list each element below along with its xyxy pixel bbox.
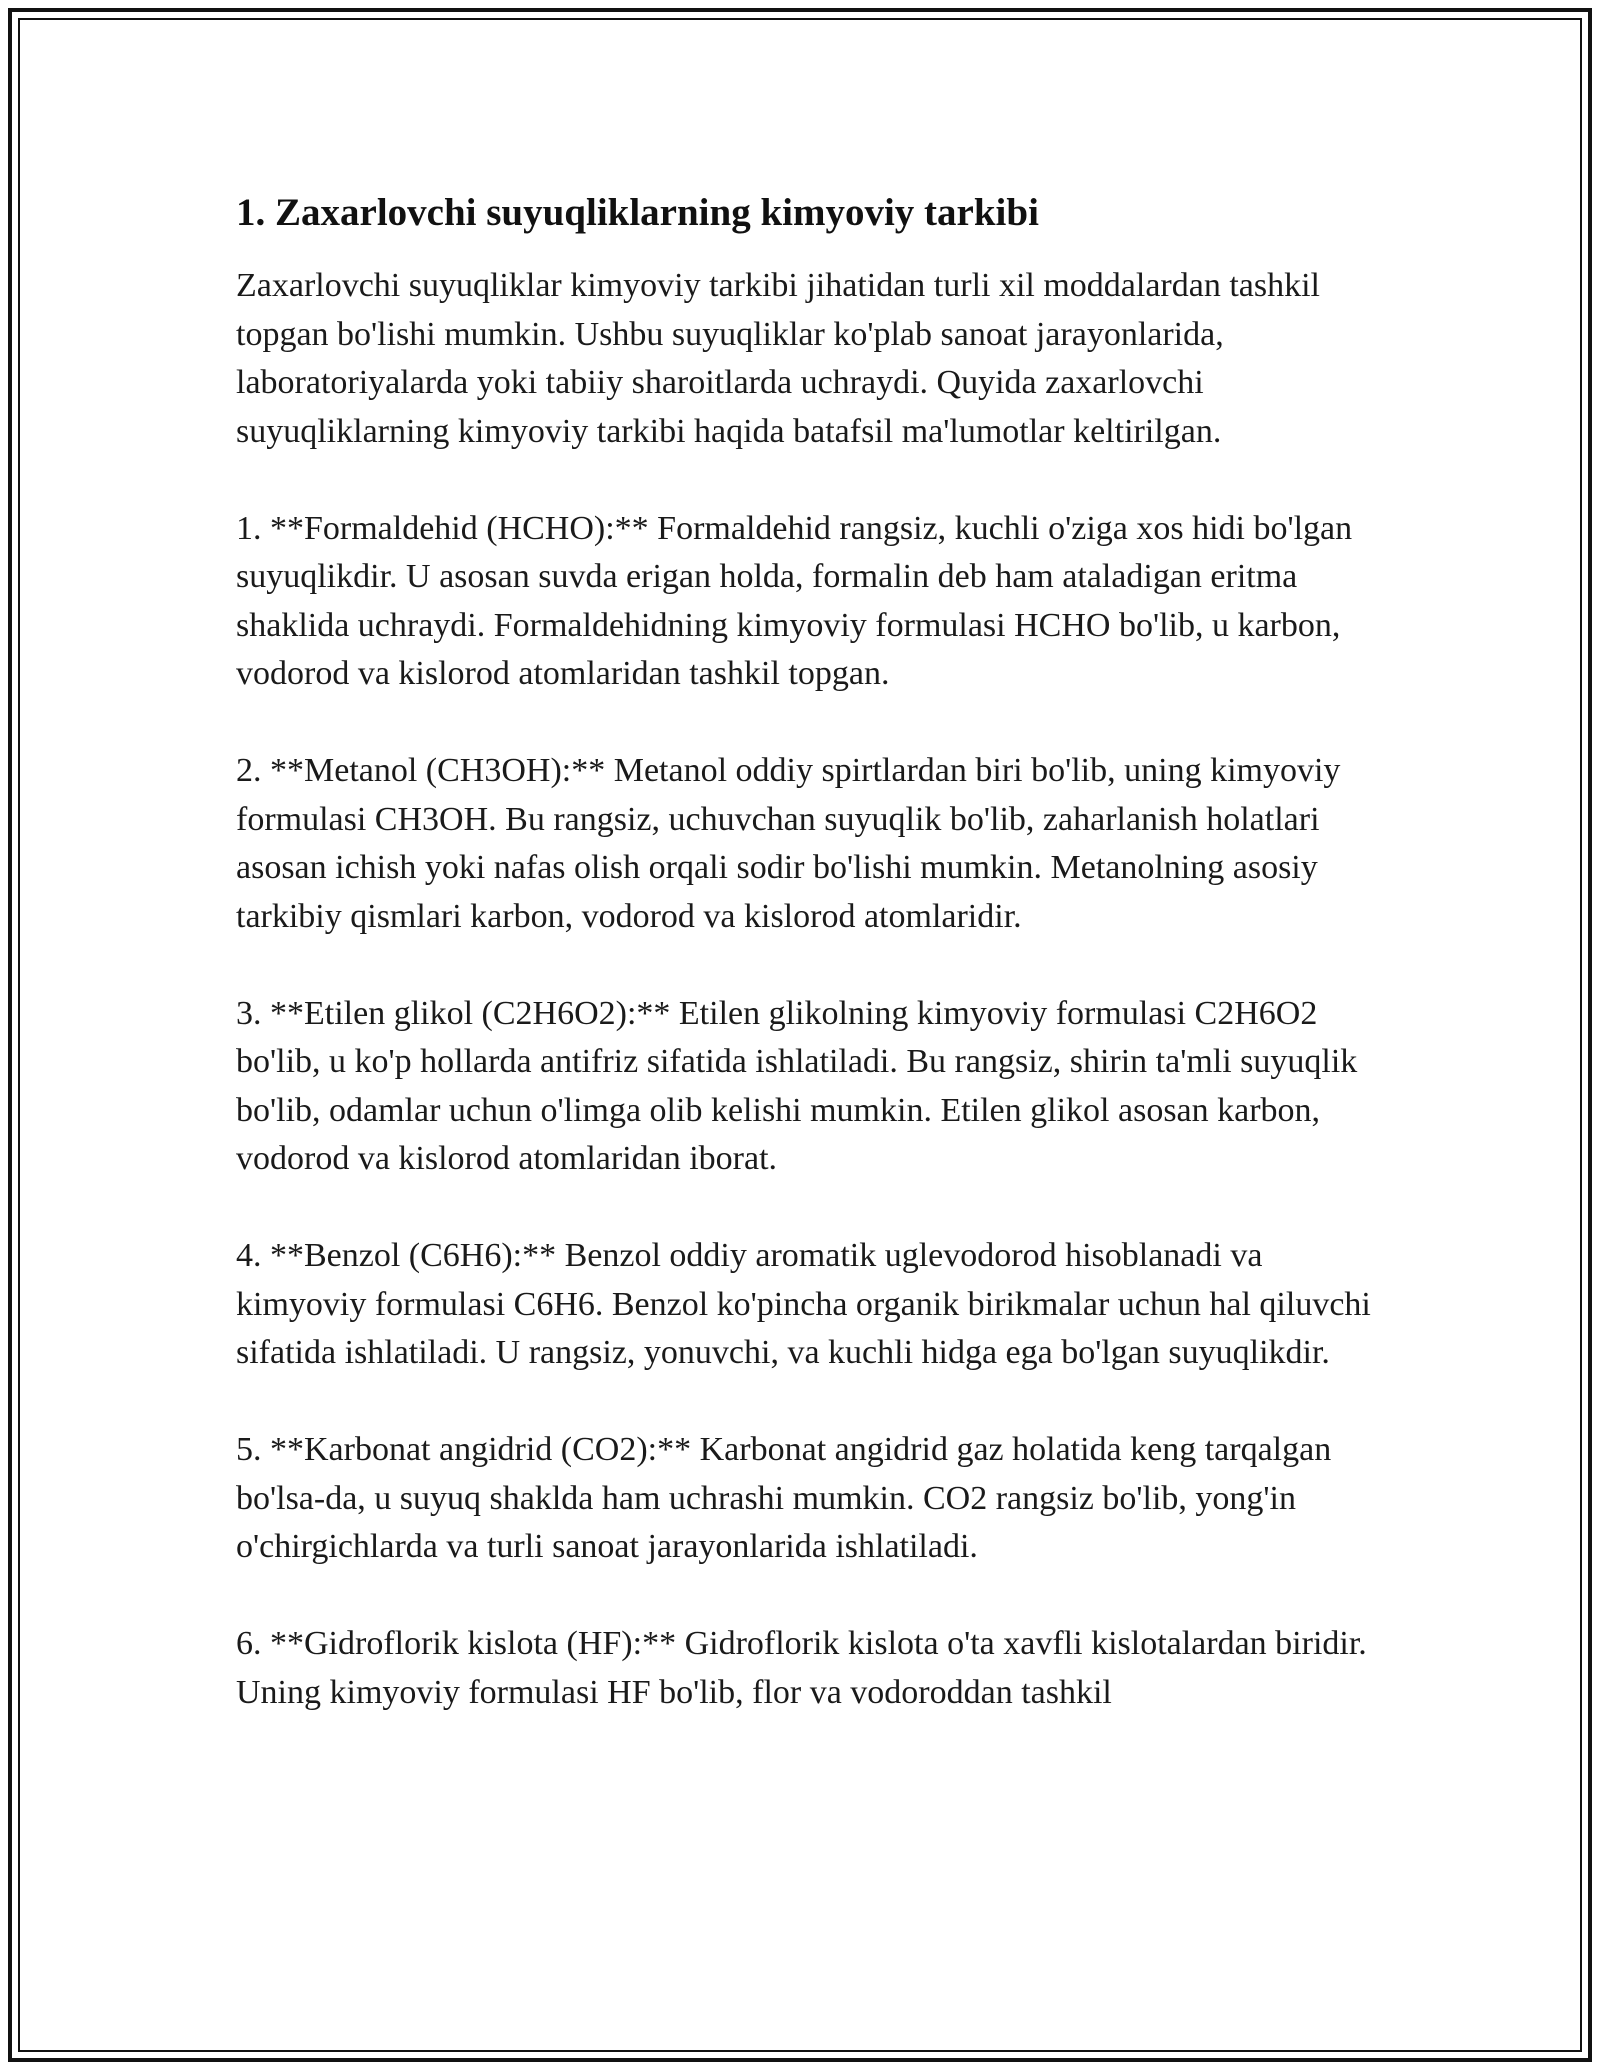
intro-paragraph: Zaxarlovchi suyuqliklar kimyoviy tarkibi jihatidan turli xil moddalardan tashkil topgan bo'lishi mumkin. Ushbu suyuqliklar ko'plab sanoat jarayonlarida, laboratoriyalarda yoki tabiiy sharoitlarda uchraydi. Quyida zaxarlovchi suyuqliklarning kimyoviy tarkibi haqida batafsil ma'lumotlar keltirilgan. <box>236 267 1320 450</box>
item-karbonat-angidrid: 5. **Karbonat angidrid (CO2):** Karbonat angidrid gaz holatida keng tarqalgan bo'lsa-da, u suyuq shakldа ham uchrashi mumkin. CO2 rangsiz bo'lib, yong'in o'chirgichlarda va turli sanoat jarayonlarida ishlatiladi. <box>236 1431 1332 1565</box>
item-benzol: 4. **Benzol (C6H6):** Benzol oddiy aromatik uglevodorod hisoblanadi va kimyoviy formulasi C6H6. Benzol ko'pincha organik birikmalar uchun hal qiluvchi sifatida ishlatiladi. U rangsiz, yonuvchi, va kuchli hidga ega bo'lgan suyuqlikdir. <box>236 1237 1371 1371</box>
document-body <box>236 184 1386 1766</box>
item-metanol: 2. **Metanol (CH3OH):** Metanol oddiy spirtlardan biri bo'lib, uning kimyoviy formulasi CH3OH. Bu rangsiz, uchuvchan suyuqlik bo'lib, zaharlanish holatlari asosan ichish yoki nafas olish orqali sodir bo'lishi mumkin. Metanolning asosiy tarkibiy qismlari karbon, vodorod va kislorod atomlaridir. <box>236 752 1341 935</box>
item-gidroflorik-kislota: 6. **Gidroflorik kislota (HF):** Gidroflorik kislota o'ta xavfli kislotalardan biridir. Uning kimyoviy formulasi HF bo'lib, flor va vodoroddan tashkil <box>236 1625 1367 1711</box>
item-etilen-glikol: 3. **Etilen glikol (C2H6O2):** Etilen glikolning kimyoviy formulasi C2H6O2 bo'lib, u ko'p hollarda antifriz sifatida ishlatiladi. Bu rangsiz, shirin ta'mli suyuqlik bo'lib, odamlar uchun o'limga olib kelishi mumkin. Etilen glikol asosan karbon, vodorod va kislorod atomlaridan iborat. <box>236 994 1358 1177</box>
section-heading: 1. Zaxarlovchi suyuqliklarning kimyoviy tarkibi <box>236 191 1039 234</box>
item-formaldehid: 1. **Formaldehid (HCHO):** Formaldehid rangsiz, kuchli o'ziga xos hidi bo'lgan suyuqlikdir. U asosan suvda erigan holda, formalin deb ham ataladigan eritma shaklida uchraydi. Formaldehidning kimyoviy formulasi HCHO bo'lib, u karbon, vodorod va kislorod atomlaridan tashkil topgan. <box>236 509 1353 692</box>
